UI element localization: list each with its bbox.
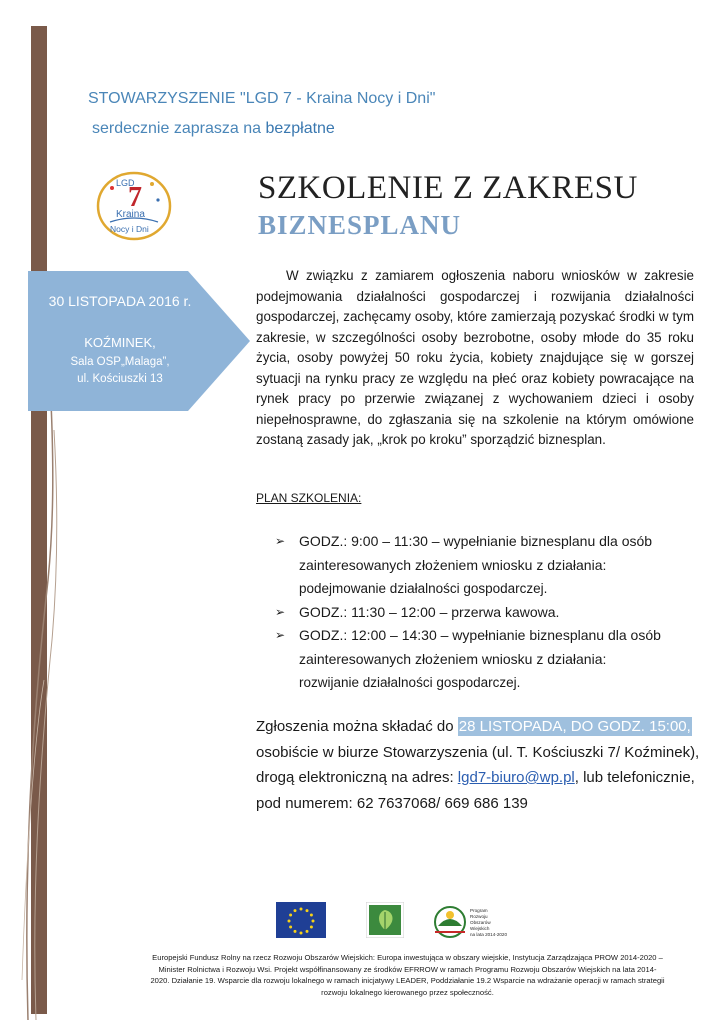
registration-mid: osobiście w biurze Stowarzyszenia (ul. T. Kościuszki 7/ Koźminek), drogą elektroniczną na adres: xyxy=(256,743,700,786)
eu-flag-logo xyxy=(276,902,326,938)
prow-text-line5: na lata 2014-2020 xyxy=(470,932,508,937)
arrow-bullet-icon: ➢ xyxy=(275,628,286,642)
prow-text-line4: Wiejskich xyxy=(470,926,490,931)
logo-text-noc: Nocy i Dni xyxy=(110,224,149,234)
lgd7-logo xyxy=(94,170,174,242)
page-title: SZKOLENIE Z ZAKRESU xyxy=(258,170,638,206)
registration-deadline: 28 LISTOPADA, DO GODZ. 15:00, xyxy=(458,718,691,735)
venue-address: ul. Kościuszki 13 xyxy=(77,373,163,385)
plan-item xyxy=(272,624,692,695)
event-date: 30 LISTOPADA 2016 r. xyxy=(48,293,192,309)
plan-label: PLAN SZKOLENIA: xyxy=(256,491,362,505)
plan-item-text: GODZ.: 9:00 – 11:30 – wypełnianie biznesplanu dla osób zainteresowanych złożeniem wniosku z działania: xyxy=(299,533,653,573)
arrow-bullet-icon: ➢ xyxy=(275,534,286,548)
intro-area2: rozwijania działalności gospodarczej, xyxy=(256,288,694,324)
venue-name: Sala OSP„Malaga”, xyxy=(70,356,170,368)
plan-item-text: GODZ.: 12:00 – 14:30 – wypełnianie biznesplanu dla osób zainteresowanych złożeniem wniosku z działania: xyxy=(299,627,661,667)
registration-prefix: Zgłoszenia można składać do xyxy=(256,718,458,735)
arrow-bullet-icon: ➢ xyxy=(275,604,286,619)
intro-paragraph xyxy=(256,266,694,451)
prow-text-line2: Rozwoju xyxy=(470,914,488,919)
plan-item xyxy=(272,601,692,625)
leader-logo xyxy=(366,902,404,938)
banner-content xyxy=(30,271,210,388)
prow-logo xyxy=(430,902,516,942)
intro-part1: W związku z zamiarem ogłoszenia naboru wniosków w zakresie xyxy=(286,268,694,283)
registration-info xyxy=(256,714,704,816)
event-venue xyxy=(30,354,210,388)
logo-number: 7 xyxy=(128,182,142,213)
page-subtitle: BIZNESPLANU xyxy=(258,210,462,240)
email-link[interactable]: lgd7-biuro@wp.pl xyxy=(457,769,575,786)
invite-emphasis: bezpłatne xyxy=(265,120,335,137)
logo-text-kraina: Kraina xyxy=(116,209,145,220)
plan-item xyxy=(272,530,692,601)
invite-prefix: serdecznie zaprasza na xyxy=(92,120,266,137)
plan-list xyxy=(272,530,692,695)
invite-line xyxy=(92,120,335,138)
intro-part2: zachęcamy osoby, które zamierzają pozyskać środki w tym zakresie, w szczególności osoby bezrobotne, osoby młode do 35 roku życia, osoby powyżej 50 roku życia, kobiety znajdujące się w gorszej sytuacji na rynku pracy ze względu na płeć oraz kobiety powracające na rynek pracy po przerwie związanej z wychowaniem dzieci i osoby niepełnosprawne, do zgłaszania się na szkolenie na którym omówione zostaną zasady jak, „krok po kroku” sporządzić biznesplan. xyxy=(256,309,694,447)
intro-connector: i xyxy=(519,288,552,304)
event-place: KOŹMINEK, xyxy=(84,335,156,350)
plan-item-detail: rozwijanie działalności gospodarczej. xyxy=(299,675,521,690)
plan-item-text: GODZ.: 11:30 – 12:00 – przerwa kawowa. xyxy=(299,603,560,620)
decorative-swirl xyxy=(20,380,60,1020)
organizer-name: STOWARZYSZENIE "LGD 7 - Kraina Nocy i Dni" xyxy=(88,90,436,107)
registration-suffix: , lub telefonicznie, pod numerem: 62 7637068/ 669 686 139 xyxy=(256,769,695,812)
prow-text-line1: Program xyxy=(470,908,488,913)
logo-text-lgd: LGD xyxy=(116,178,135,188)
prow-text-line3: Obszarów xyxy=(470,920,491,925)
plan-item-detail: podejmowanie działalności gospodarczej. xyxy=(299,581,548,596)
intro-area1: podejmowania działalności gospodarczej xyxy=(256,288,520,304)
funding-footer: Europejski Fundusz Rolny na rzecz Rozwoju Obszarów Wiejskich: Europa inwestująca w obszary wiejskie, Instytucja Zarządzająca PROW 2014-2020 – Minister Rolnictwa i Rozwoju Wsi. Projekt współfinansowany ze środków EFRROW w ramach Programu Rozwoju Obszarów Wiejskich na lata 2014-2020. Działanie 19. Wsparcie dla rozwoju lokalnego w ramach inicjatywy LEADER, Poddziałanie 19.2 Wsparcie na wdrażanie operacji w ramach strategii rozwoju lokalnego kierowanego przez społeczność. xyxy=(150,953,665,997)
